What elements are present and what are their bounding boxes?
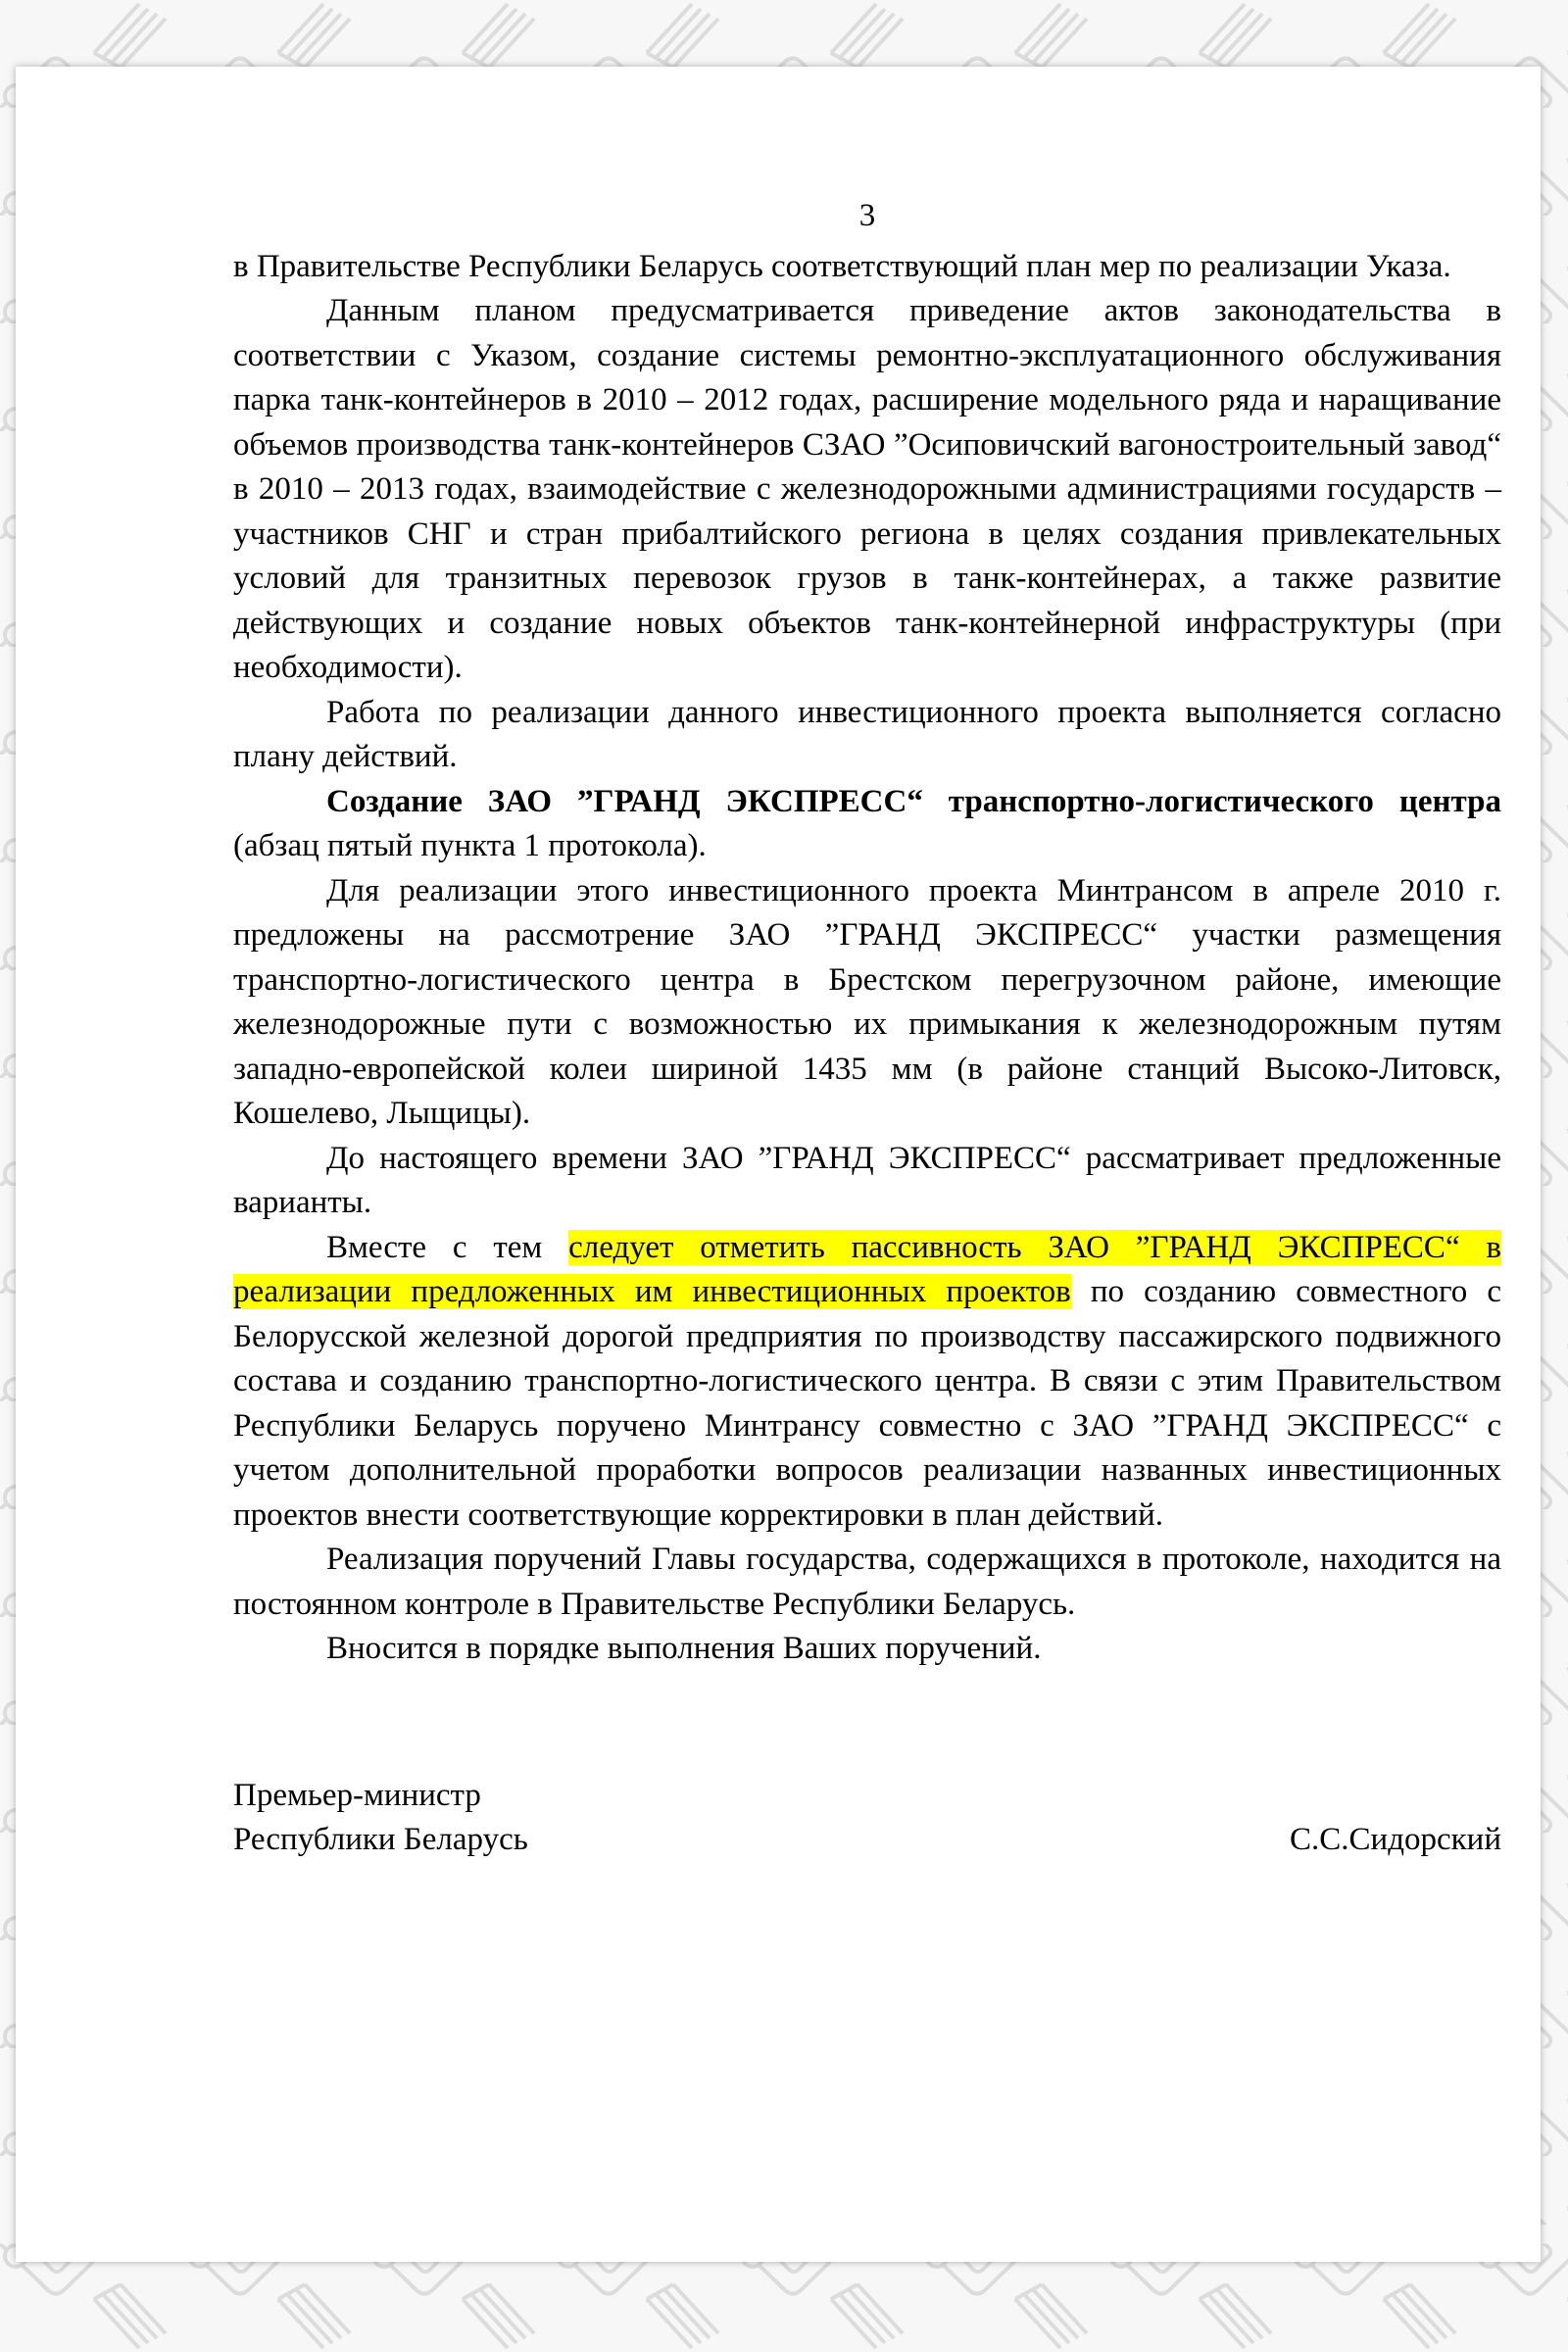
paragraph-consideration: До настоящего времени ЗАО ”ГРАНД ЭКСПРЕСС“ рассматривает предложенные варианты. — [233, 1140, 1501, 1220]
paragraph-plan: Данным планом предусматривается приведение актов законодательства в соответствии с Указом, создание системы ремонтно-эксплуатационного обслуживания парка танк-контейнеров в 2010 – 2012 годах, расширение модельного ряда и наращивание объемов производства танк-контейнеров СЗАО ”Осиповичский вагоностроительный завод“ в 2010 – 2013 годах, взаимодействие с железнодорожными администрациями государств – участников СНГ и стран прибалтийского региона в целях создания привлекательных условий для транзитных перевозок грузов в танк-контейнерах, а также развитие действующих и создание новых объектов танк-контейнерной инфраструктуры (при необходимости). — [233, 293, 1501, 685]
paragraph-continuation: в Правительстве Республики Беларусь соответствующий план мер по реализации Указа. — [233, 248, 1451, 284]
signature-block — [233, 1774, 1501, 1863]
heading-bold-text: Создание ЗАО ”ГРАНД ЭКСПРЕСС“ транспортно-логистического центра — [326, 783, 1501, 819]
signer-title — [233, 1774, 528, 1863]
signer-title-line2: Республики Беларусь — [233, 1822, 528, 1857]
paragraph-control: Реализация поручений Главы государства, содержащихся в протоколе, находится на постоянном контроле в Правительстве Республики Беларусь. — [233, 1542, 1501, 1622]
highlighted-text: следует отметить пассивность ЗАО ”ГРАНД ЭКСПРЕСС“ в реализации предложенных им инвестиционных проектов — [233, 1229, 1501, 1309]
paragraph-passivity — [233, 1226, 1501, 1539]
heading-rest-text: (абзац пятый пункта 1 протокола). — [233, 828, 707, 863]
paragraph-proposal: Для реализации этого инвестиционного проекта Минтрансом в апреле 2010 г. предложены на рассмотрение ЗАО ”ГРАНД ЭКСПРЕСС“ участки размещения транспортно-логистического центра в Брестском перегрузочном районе, имеющие железнодорожные пути с возможностью их примыкания к железнодорожным путям западно-европейской колеи шириной 1435 мм (в районе станций Высоко-Литовск, Кошелево, Лыщицы). — [233, 872, 1501, 1131]
signer-title-line1: Премьер-министр — [233, 1777, 481, 1813]
document-page — [16, 67, 1541, 2262]
passivity-pre-text: Вместе с тем — [326, 1229, 569, 1265]
paragraph-closing: Вносится в порядке выполнения Ваших поручений. — [326, 1631, 1042, 1666]
signer-name: С.С.Сидорский — [1290, 1822, 1501, 1857]
page-number: 3 — [858, 198, 876, 233]
passivity-post-text: по созданию совместного с Белорусской железной дорогой предприятия по производству пассажирского подвижного состава и созданию транспортно-логистического центра. В связи с этим Правительством Республики Беларусь поручено Минтрансу совместно с ЗАО ”ГРАНД ЭКСПРЕСС“ с учетом дополнительной проработки вопросов реализации названных инвестиционных проектов внести соответствующие корректировки в план действий. — [233, 1274, 1501, 1533]
paragraph-work-status: Работа по реализации данного инвестиционного проекта выполняется согласно плану действий. — [233, 694, 1501, 774]
paragraph-grand-express-heading — [233, 780, 1501, 869]
document-content — [233, 194, 1501, 1863]
